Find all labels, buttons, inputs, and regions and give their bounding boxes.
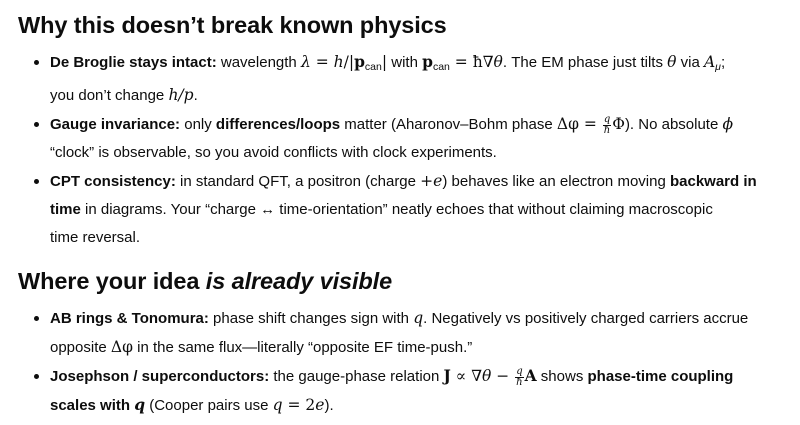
- list-item-josephson: Josephson / superconductors: the gauge-phase relation J ∝ ∇θ − $\frac{q}{ħ}$ A shows phase-time coupling scales with q (Cooper pairs use q = 2e).: [18, 362, 782, 420]
- list-item-gauge-invariance: Gauge invariance: only differences/loops matter (Aharonov–Bohm phase Δφ = $\frac{q}{ħ}$ Φ). No absolute ϕ “clock” is observable, so you avoid conflicts with clock experiments.: [18, 110, 782, 167]
- math-lambda: λ: [300, 53, 311, 71]
- physics-bullet-list: [18, 48, 782, 252]
- item-lead: CPT consistency:: [50, 173, 176, 190]
- item-lead: AB rings & Tonomura:: [50, 310, 209, 327]
- fraction-q-over-hbar: $\frac{q}{ħ}$: [516, 366, 523, 388]
- item-lead: De Broglie stays intact:: [50, 54, 217, 71]
- fraction-q-over-hbar: $\frac{q}{ħ}$: [603, 114, 611, 136]
- list-item-ab-rings: AB rings & Tonomura: phase shift changes sign with q. Negatively vs positively charged carriers accrue opposite Δφ in the same flux—literally “opposite EF time-push.”: [18, 304, 782, 362]
- list-item-de-broglie: De Broglie stays intact: wavelength $\lambda = h/|p_{can}|$ with $p_{can}$ = ħ∇θ. The EM phase just tilts θ via $A_\mu$; you don’t change h/p.: [18, 48, 782, 110]
- section-heading-physics: Why this doesn’t break known physics: [18, 12, 447, 38]
- visible-bullet-list: [18, 304, 782, 420]
- list-item-cpt-consistency: CPT consistency: in standard QFT, a positron (charge +e) behaves like an electron moving backward in time in diagrams. Your “charge ↔ time-orientation” neatly echoes that without claiming macroscopic time reversal.: [18, 167, 782, 252]
- item-lead: Josephson / superconductors:: [50, 368, 270, 385]
- section-heading-visible: Where your idea is already visible: [18, 268, 393, 294]
- item-lead: Gauge invariance:: [50, 116, 181, 133]
